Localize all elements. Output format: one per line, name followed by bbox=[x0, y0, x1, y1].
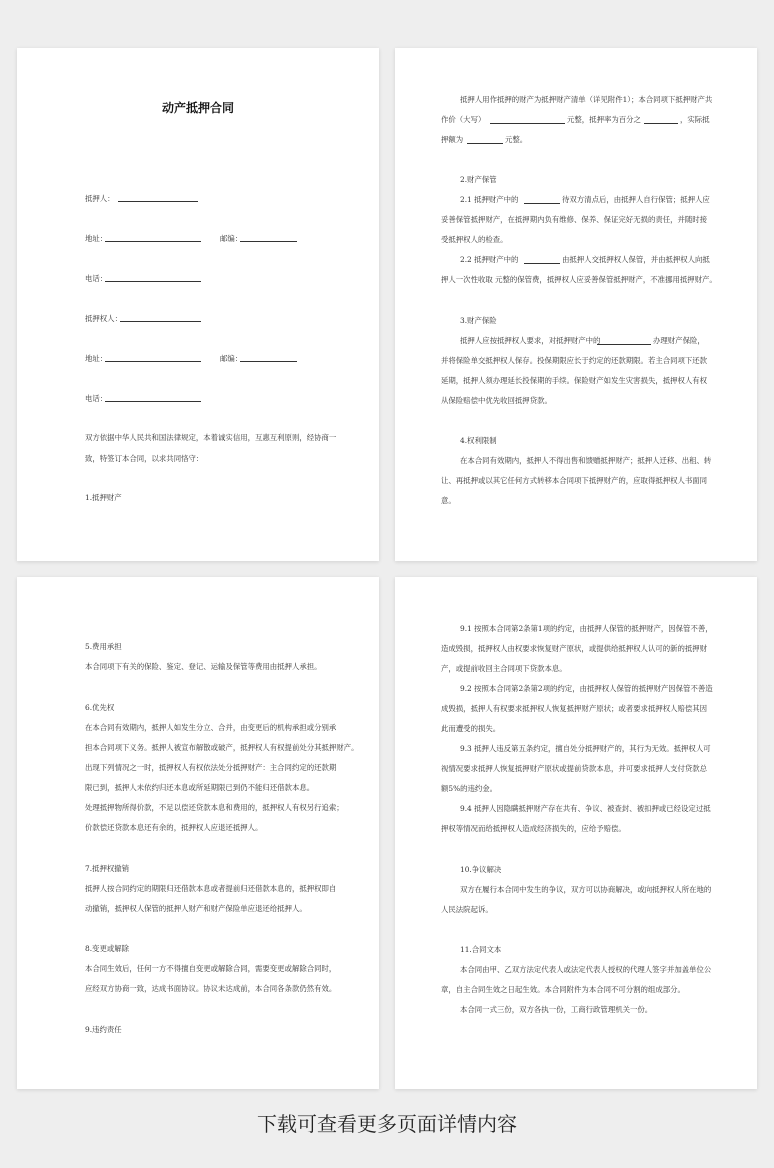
paragraph-line: 价款偿还贷款本息还有余的，抵押权人应退还抵押人。 bbox=[85, 823, 263, 832]
paragraph-line: 从保险赔偿中优先收回抵押贷款。 bbox=[441, 396, 552, 405]
mortgagee-label: 抵押权人： bbox=[85, 314, 122, 323]
paragraph-line: 人民法院起诉。 bbox=[441, 905, 493, 914]
paragraph-line: 妥善保管抵押财产，在抵押期内负有维修、保养、保证完好无损的责任，并随时接 bbox=[441, 215, 708, 224]
section-heading: 11.合同文本 bbox=[460, 945, 502, 954]
paragraph-line: ，实际抵 bbox=[680, 115, 710, 124]
paragraph-line: 出现下列情况之一时，抵押权人有权依法处分抵押财产：主合同约定的还款期 bbox=[85, 763, 337, 772]
phone-label-1: 电话： bbox=[85, 274, 108, 283]
paragraph-line: 限已到，抵押人未依约归还本息或所延期限已到仍不能归还借款本息。 bbox=[85, 783, 315, 792]
paragraph-line: 担本合同项下义务。抵押人被宣布解散或破产，抵押权人有权提前处分其抵押财产。 bbox=[85, 743, 359, 752]
contract-title: 动产抵押合同 bbox=[161, 101, 234, 115]
paragraph-line: 双方在履行本合同中发生的争议，双方可以协商解决，或向抵押权人所在地的 bbox=[460, 885, 712, 894]
document-page-4 bbox=[395, 577, 757, 1089]
paragraph-line: 抵押人用作抵押的财产为抵押财产清单（详见附件1）；本合同项下抵押财产共 bbox=[460, 95, 713, 104]
address-blank-2 bbox=[105, 361, 201, 362]
section-heading: 10.争议解决 bbox=[460, 865, 502, 874]
section-heading: 9.违约责任 bbox=[85, 1025, 122, 1034]
paragraph-line: 本合同项下有关的保险、鉴定、登记、运输及保管等费用由抵押人承担。 bbox=[85, 662, 322, 671]
paragraph-line: 让、再抵押或以其它任何方式转移本合同项下抵押财产的，应取得抵押权人书面同 bbox=[441, 476, 708, 485]
paragraph-line: 在本合同有效期内，抵押人不得出售和馈赠抵押财产；抵押人迁移、出租、转 bbox=[460, 456, 712, 465]
paragraph-line: 2.2 抵押财产中的 bbox=[460, 255, 519, 264]
paragraph-line: 并将保险单交抵押权人保存。投保期限应长于约定的还款期限。若主合同项下还款 bbox=[441, 356, 708, 365]
paragraph-line: 9.1 按照本合同第2条第1项的约定，由抵押人保管的抵押财产，因保管不善， bbox=[460, 624, 713, 633]
rate-blank bbox=[644, 123, 678, 124]
paragraph-line: 本合同由甲、乙双方法定代表人或法定代表人授权的代理人签字并加盖单位公 bbox=[460, 965, 712, 974]
postcode-blank-1 bbox=[240, 241, 297, 242]
paragraph-line: 抵押人应按抵押权人要求，对抵押财产中的 bbox=[460, 336, 601, 345]
paragraph-line: 本合同一式三份，双方各执一份，工商行政管理机关一份。 bbox=[460, 1005, 653, 1014]
property-blank bbox=[524, 263, 560, 264]
postcode-label-2: 邮编： bbox=[220, 354, 243, 363]
paragraph-line: 办理财产保险， bbox=[653, 336, 705, 345]
paragraph-line: 押额为 bbox=[441, 135, 464, 144]
insurance-blank bbox=[597, 344, 651, 345]
paragraph-line: 成毁损，抵押人有权要求抵押权人恢复抵押财产原状；或者要求抵押权人赔偿其因 bbox=[441, 704, 708, 713]
address-label-2: 地址： bbox=[85, 354, 108, 363]
postcode-blank-2 bbox=[240, 361, 297, 362]
paragraph-line: 应经双方协商一致，达成书面协议。协议未达成前，本合同各条款仍然有效。 bbox=[85, 984, 337, 993]
phone-blank-2 bbox=[105, 401, 201, 402]
intro-line: 双方依据中华人民共和国法律规定，本着诚实信用，互惠互利原则，经协商一 bbox=[85, 433, 337, 442]
section-heading: 4.权利限制 bbox=[460, 436, 497, 445]
document-page-3 bbox=[17, 577, 379, 1089]
paragraph-line: 受抵押权人的检查。 bbox=[441, 235, 508, 244]
mortgagor-label: 抵押人： bbox=[85, 194, 115, 203]
paragraph-line: 元整。 bbox=[505, 135, 528, 144]
section-heading: 3.财产保险 bbox=[460, 316, 497, 325]
paragraph-line: 押人一次性收取 元整的保管费，抵押权人应妥善保管抵押财产，不准挪用抵押财产。 bbox=[441, 275, 717, 284]
postcode-label-1: 邮编： bbox=[220, 234, 243, 243]
paragraph-line: 延期，抵押人须办理延长投保期的手续。保险财产如发生灾害损失，抵押权人有权 bbox=[441, 376, 708, 385]
document-page-1 bbox=[17, 48, 379, 561]
phone-label-2: 电话： bbox=[85, 394, 108, 403]
mortgage-amount-blank bbox=[467, 143, 503, 144]
paragraph-line: 9.3 抵押人违反第五条约定，擅自处分抵押财产的，其行为无效。抵押权人可 bbox=[460, 744, 711, 753]
paragraph-line: 2.1 抵押财产中的 bbox=[460, 195, 519, 204]
download-more-link[interactable]: 下载可查看更多页面详情内容 bbox=[257, 1112, 517, 1136]
section-heading: 2.财产保管 bbox=[460, 175, 497, 184]
paragraph-line: 本合同生效后，任何一方不得擅自变更或解除合同，需要变更或解除合同时， bbox=[85, 964, 337, 973]
section-heading: 6.优先权 bbox=[85, 703, 115, 712]
paragraph-line: 造成毁损，抵押权人由权要求恢复财产原状，或提供给抵押权人认可的新的抵押财 bbox=[441, 644, 708, 653]
section-heading: 1.抵押财产 bbox=[85, 493, 122, 502]
document-page-2 bbox=[395, 48, 757, 561]
paragraph-line: 作价（大写） bbox=[441, 115, 486, 124]
section-heading: 8.变更或解除 bbox=[85, 944, 130, 953]
paragraph-line: 9.2 按照本合同第2条第2项的约定，由抵押权人保管的抵押财产因保管不善造 bbox=[460, 684, 713, 693]
paragraph-line: 待双方清点后，由抵押人自行保管；抵押人应 bbox=[562, 195, 710, 204]
property-blank bbox=[524, 203, 560, 204]
amount-blank bbox=[490, 123, 565, 124]
paragraph-line: 视情况要求抵押人恢复抵押财产原状或提前贷款本息，并可要求抵押人支付贷款总 bbox=[441, 764, 708, 773]
paragraph-line: 在本合同有效期内，抵押人如发生分立、合并，由变更后的机构承担或分别承 bbox=[85, 723, 337, 732]
paragraph-line: 动撤销，抵押权人保管的抵押人财产和财产保险单应退还给抵押人。 bbox=[85, 904, 307, 913]
address-label-1: 地址： bbox=[85, 234, 108, 243]
paragraph-line: 额5%的违约金。 bbox=[441, 784, 498, 793]
paragraph-line: 9.4 抵押人因隐瞒抵押财产存在共有、争议、被查封、被扣押或已经设定过抵 bbox=[460, 804, 711, 813]
paragraph-line: 此而遭受的损失。 bbox=[441, 724, 501, 733]
paragraph-line: 抵押人按合同约定的期限归还借款本息或者提前归还借款本息的，抵押权即自 bbox=[85, 884, 337, 893]
section-heading: 7.抵押权撤销 bbox=[85, 864, 130, 873]
section-heading: 5.费用承担 bbox=[85, 642, 122, 651]
paragraph-line: 产，或提前收回主合同项下贷款本息。 bbox=[441, 664, 567, 673]
intro-line: 致，特签订本合同，以求共同恪守： bbox=[85, 454, 204, 463]
address-blank-1 bbox=[105, 241, 201, 242]
paragraph-line: 押权等情况而给抵押权人造成经济损失的，应给予赔偿。 bbox=[441, 824, 626, 833]
paragraph-line: 由抵押人交抵押权人保管，并由抵押权人向抵 bbox=[562, 255, 710, 264]
mortgagor-blank bbox=[118, 201, 198, 202]
paragraph-line: 元整，抵押率为百分之 bbox=[567, 115, 641, 124]
paragraph-line: 处理抵押物所得价款，不足以偿还贷款本息和费用的，抵押权人有权另行追索； bbox=[85, 803, 344, 812]
phone-blank-1 bbox=[105, 281, 201, 282]
paragraph-line: 意。 bbox=[441, 496, 456, 505]
paragraph-line: 章，自主合同生效之日起生效。本合同附件为本合同不可分割的组成部分。 bbox=[441, 985, 685, 994]
mortgagee-blank bbox=[120, 321, 201, 322]
